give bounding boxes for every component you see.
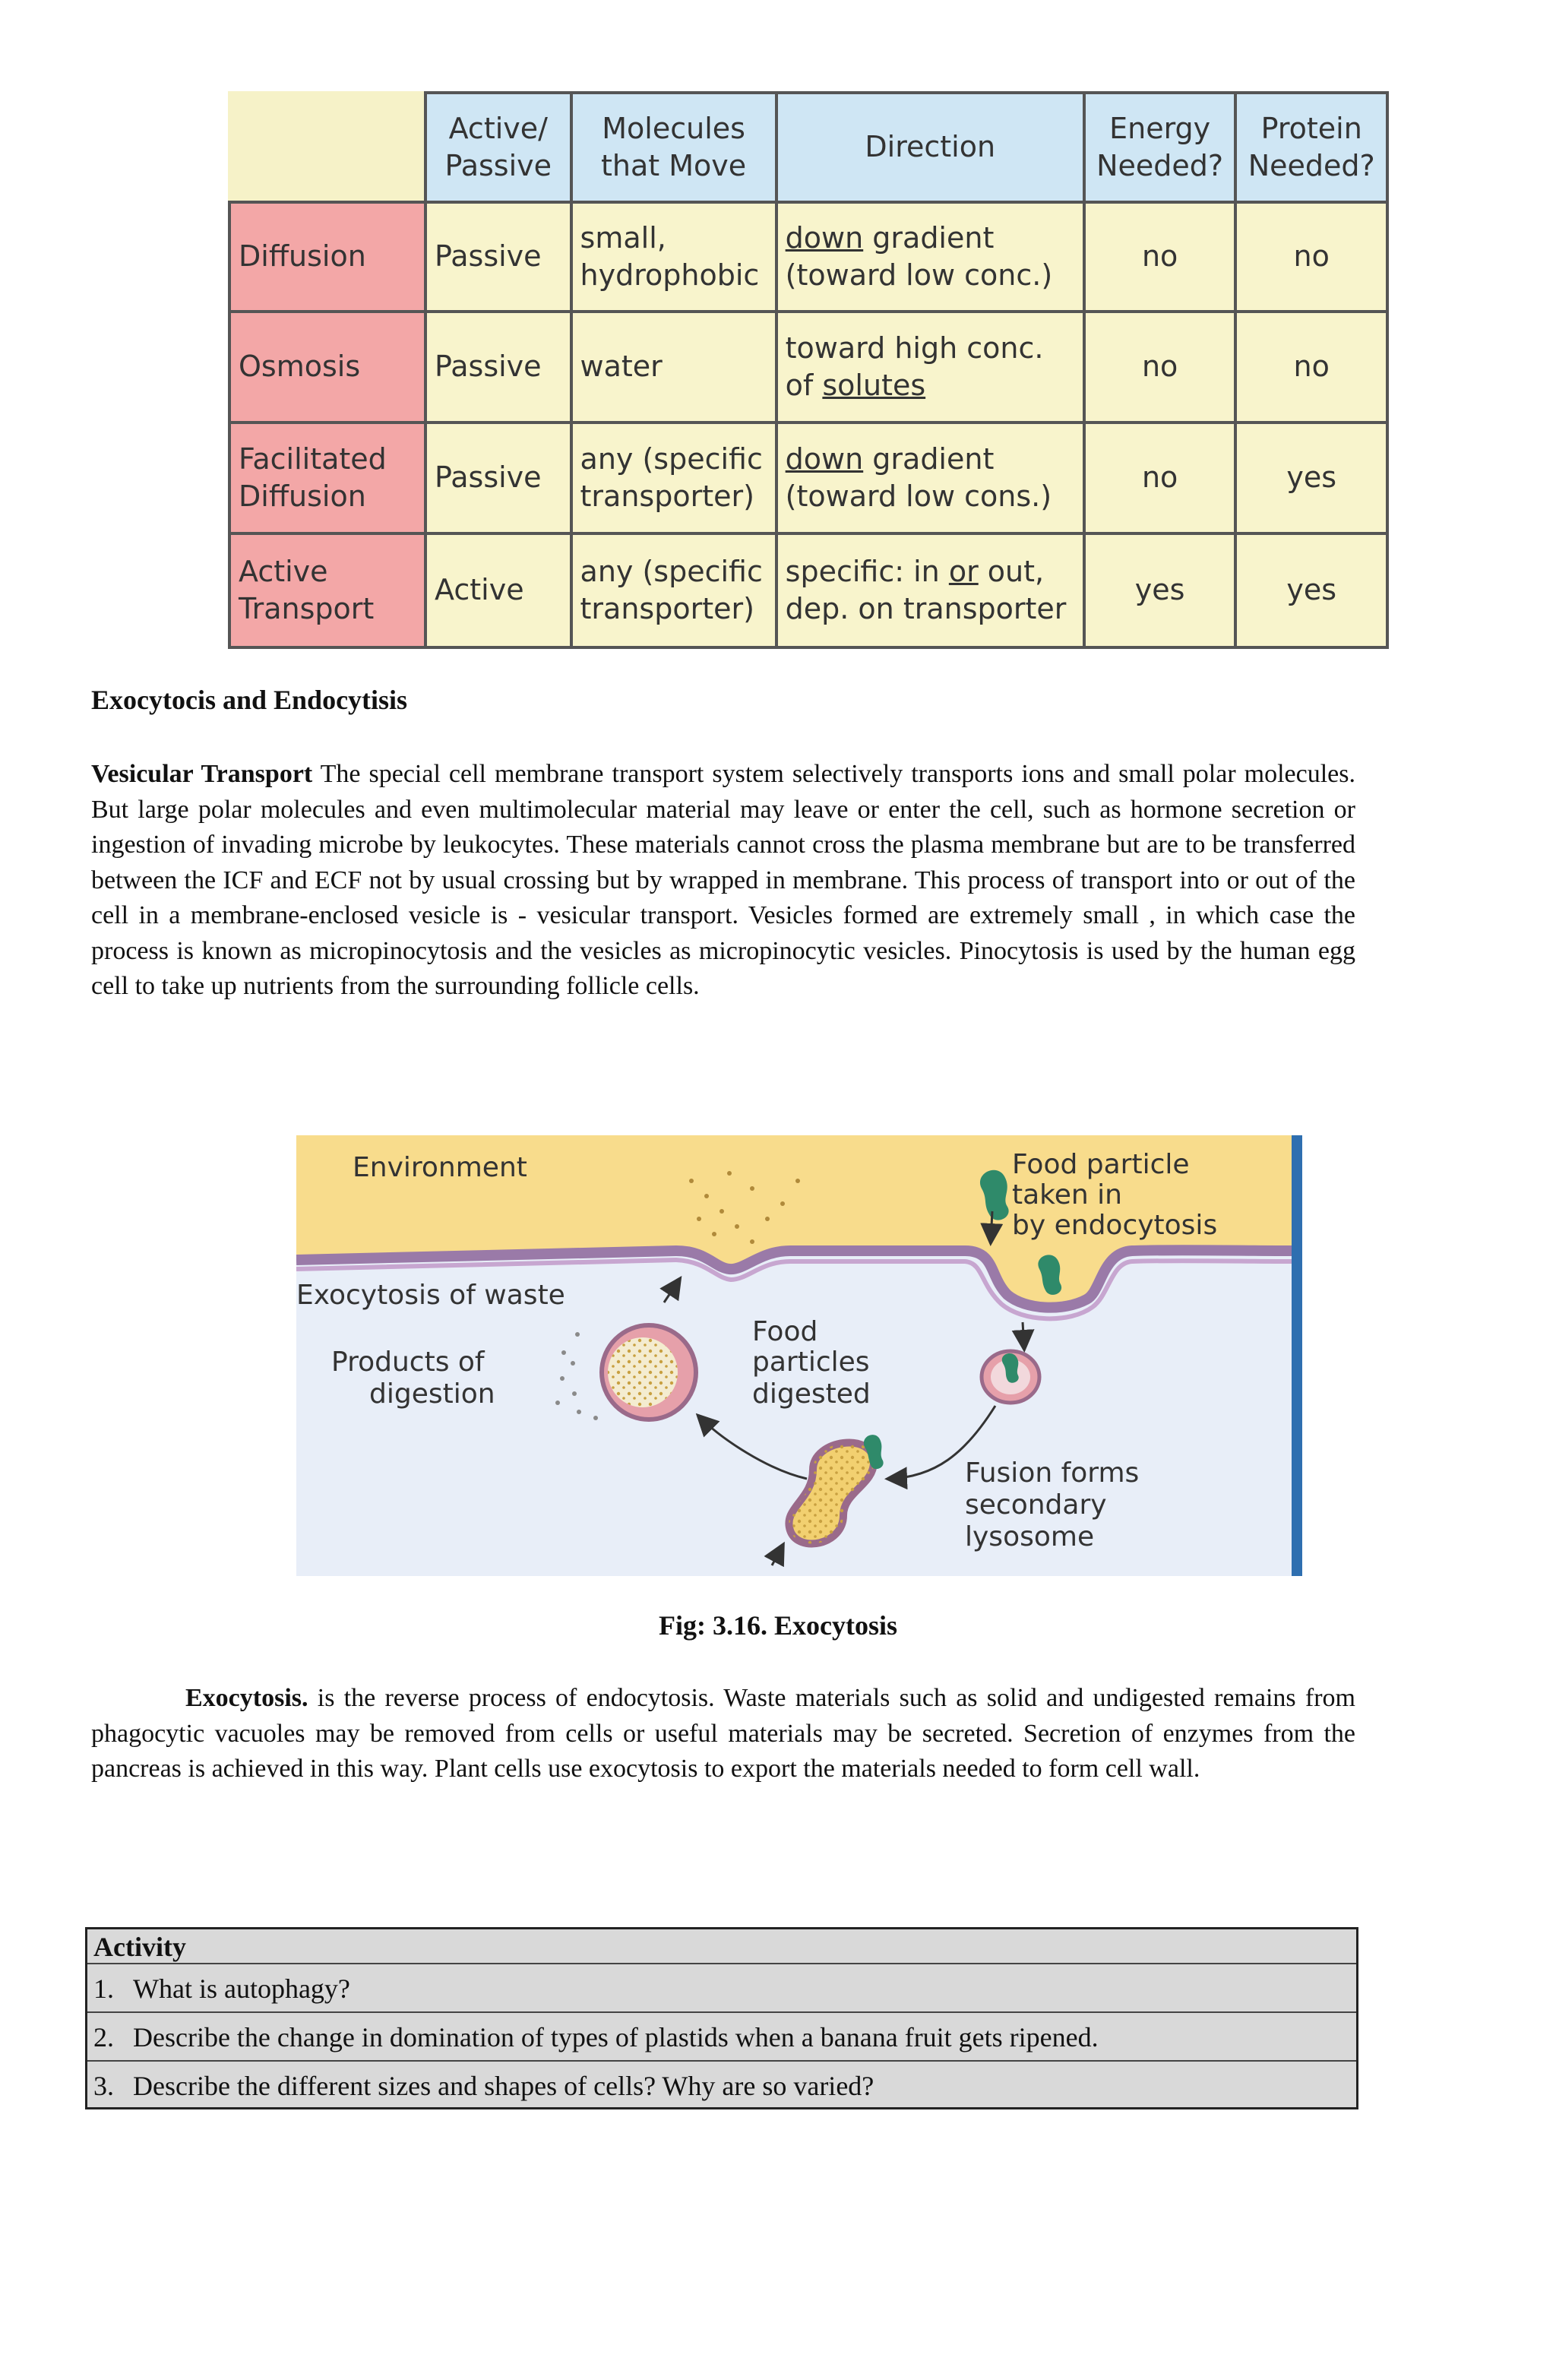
cell-mode: Passive bbox=[425, 202, 571, 312]
cell-molecules: any (specific transporter) bbox=[571, 423, 776, 533]
exocytosis-body: is the reverse process of endocytosis. Waste materials such as solid and undigested remains from phagocytic vacuoles may be removed from cells or useful materials may be secreted. Secretion of enzymes from the pancreas is achieved in this way. Plant cells use exocytosis to export the materials needed to form cell wall. bbox=[91, 1684, 1355, 1783]
table-row-facilitated-diffusion bbox=[229, 423, 1387, 533]
residual-vacuole-contents bbox=[608, 1337, 678, 1407]
row-label: Osmosis bbox=[229, 312, 425, 423]
label-environment: Environment bbox=[353, 1152, 527, 1183]
svg-text:lysosome: lysosome bbox=[965, 1521, 1095, 1552]
svg-text:digested: digested bbox=[752, 1378, 871, 1410]
activity-item-number: 2. bbox=[93, 2022, 114, 2052]
cell-protein: no bbox=[1235, 312, 1387, 423]
table-row-osmosis bbox=[229, 312, 1387, 423]
cell-energy: no bbox=[1084, 202, 1236, 312]
transport-table-image bbox=[228, 91, 1389, 646]
activity-item-text: Describe the change in domination of types of plastids when a banana fruit gets ripened. bbox=[133, 2022, 1099, 2052]
activity-item-number: 3. bbox=[93, 2071, 114, 2101]
svg-text:secondary: secondary bbox=[965, 1489, 1107, 1521]
vesicle-arrow bbox=[1023, 1322, 1024, 1348]
cell-direction: specific: in or out, dep. on transporter bbox=[776, 533, 1084, 647]
figure-caption: Fig: 3.16. Exocytosis bbox=[659, 1610, 897, 1641]
cell-direction: toward high conc. of solutes bbox=[776, 312, 1084, 423]
vesicular-transport-lead: Vesicular Transport bbox=[91, 760, 313, 788]
table-corner-cell bbox=[229, 93, 425, 202]
cell-protein: yes bbox=[1235, 533, 1387, 647]
column-header-molecules: Molecules that Move bbox=[571, 93, 776, 202]
activity-item-text: What is autophagy? bbox=[133, 1973, 350, 2004]
cell-energy: no bbox=[1084, 423, 1236, 533]
vesicular-transport-paragraph bbox=[91, 757, 1355, 1005]
column-header-energy: Energy Needed? bbox=[1084, 93, 1236, 202]
cell-mode: Passive bbox=[425, 312, 571, 423]
row-label: Diffusion bbox=[229, 202, 425, 312]
cell-mode: Passive bbox=[425, 423, 571, 533]
cell-energy: yes bbox=[1084, 533, 1236, 647]
cell-direction: down gradient (toward low conc.) bbox=[776, 202, 1084, 312]
cell-molecules: water bbox=[571, 312, 776, 423]
svg-text:Fusion forms: Fusion forms bbox=[965, 1457, 1140, 1489]
svg-text:digestion: digestion bbox=[369, 1378, 495, 1410]
cell-mode: Active bbox=[425, 533, 571, 647]
activity-title: Activity bbox=[87, 1929, 1356, 1964]
svg-text:by endocytosis: by endocytosis bbox=[1012, 1210, 1218, 1241]
table-header-row bbox=[229, 93, 1387, 202]
vesicular-transport-body: The special cell membrane transport system selectively transports ions and small polar molecules. But large polar molecules and even multimolecular material may leave or enter the cell, such as hormone secretion or ingestion of invading microbe by leukocytes. These materials cannot cross the plasma membrane but are to be transferred between the ICF and ECF not by usual crossing but by wrapped in membrane. This process of transport into or out of the cell in a membrane-enclosed vesicle is - vesicular transport. Vesicles formed are extremely small , in which case the process is known as micropinocytosis and the vesicles as micropinocytic vesicles. Pinocytosis is used by the human egg cell to take up nutrients from the surrounding follicle cells. bbox=[91, 760, 1355, 1000]
cell-molecules: small, hydrophobic bbox=[571, 202, 776, 312]
activity-item-number: 1. bbox=[93, 1973, 114, 2004]
endocytosis-arrow bbox=[991, 1211, 992, 1242]
table-row-active-transport bbox=[229, 533, 1387, 647]
svg-text:Products of: Products of bbox=[331, 1347, 485, 1378]
column-header-protein: Protein Needed? bbox=[1235, 93, 1387, 202]
cell-protein: no bbox=[1235, 202, 1387, 312]
activity-item bbox=[87, 1964, 1356, 2013]
section-heading: Exocytocis and Endocytisis bbox=[91, 685, 408, 715]
row-label: Facilitated Diffusion bbox=[229, 423, 425, 533]
cell-energy: no bbox=[1084, 312, 1236, 423]
figure-right-border bbox=[1292, 1135, 1302, 1576]
exocytosis-diagram-svg bbox=[296, 1135, 1302, 1576]
cell-molecules: any (specific transporter) bbox=[571, 533, 776, 647]
table-row-diffusion bbox=[229, 202, 1387, 312]
activity-item-text: Describe the different sizes and shapes of cells? Why are so varied? bbox=[133, 2071, 874, 2101]
activity-item bbox=[87, 2013, 1356, 2062]
row-label: Active Transport bbox=[229, 533, 425, 647]
activity-item bbox=[87, 2062, 1356, 2110]
cell-direction: down gradient (toward low cons.) bbox=[776, 423, 1084, 533]
exocytosis-lead: Exocytosis. bbox=[185, 1684, 308, 1712]
svg-text:particles: particles bbox=[752, 1347, 870, 1378]
exocytosis-paragraph bbox=[91, 1681, 1355, 1787]
svg-text:taken in: taken in bbox=[1012, 1179, 1122, 1211]
exocytosis-diagram bbox=[296, 1135, 1302, 1576]
column-header-direction: Direction bbox=[776, 93, 1084, 202]
label-exocytosis-of-waste: Exocytosis of waste bbox=[296, 1280, 565, 1311]
column-header-active-passive: Active/ Passive bbox=[425, 93, 571, 202]
activity-box bbox=[85, 1927, 1358, 2109]
transport-comparison-table bbox=[228, 91, 1389, 649]
cell-protein: yes bbox=[1235, 423, 1387, 533]
svg-text:Food: Food bbox=[752, 1316, 818, 1347]
svg-text:Food particle: Food particle bbox=[1012, 1149, 1190, 1180]
